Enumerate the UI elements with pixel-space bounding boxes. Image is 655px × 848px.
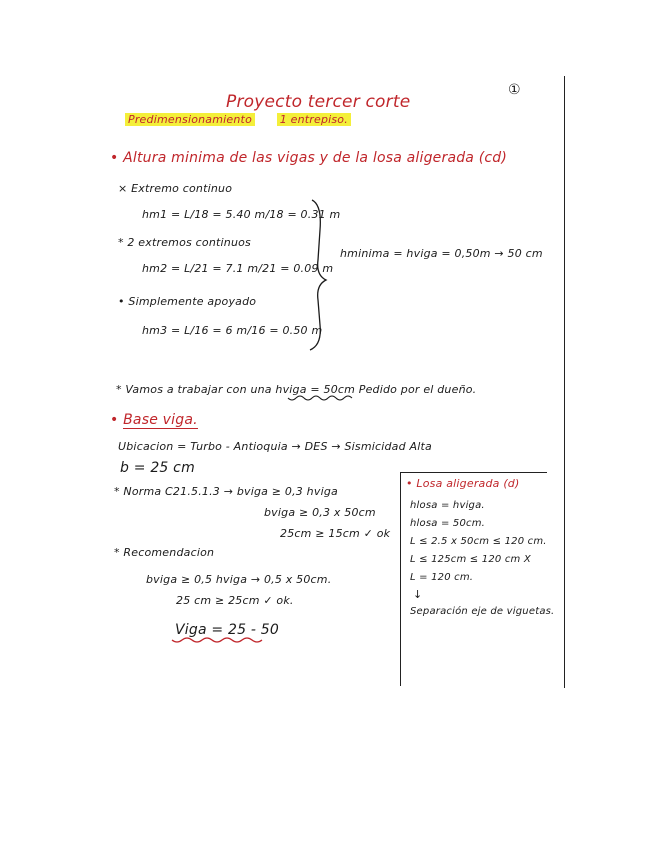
bullet-icon: • [406,477,413,490]
base-b-value: b = 25 cm [120,460,195,476]
case1-label-text: Extremo continuo [131,182,233,195]
case1-formula: hm1 = L/18 = 5.40 m/18 = 0.31 m [142,208,341,221]
asterisk-icon: * [116,383,122,396]
bullet-icon: • [110,412,119,428]
section2-line-text: Vamos a trabajar con una hviga = 50cm Pedido por el dueño. [125,383,477,396]
subtitle-highlight-b: 1 entrepiso. [277,113,351,126]
case2-label [118,236,251,249]
page-title: Proyecto tercer corte [226,92,411,112]
asterisk-icon: * [114,485,120,498]
box-left-border [400,472,401,686]
bullet-icon: • [110,150,119,166]
asterisk-icon: * [118,236,124,249]
asterisk-icon: × [118,182,128,195]
case1-label [118,182,232,195]
norma-line-1-text: Norma C21.5.1.3 → bviga ≥ 0,3 hviga [123,485,338,498]
wavy-underline-hviga [288,396,352,400]
wavy-underline-viga [172,638,262,642]
section1-heading-text: Altura minima de las vigas y de la losa aligerada (cd) [123,150,508,166]
case2-formula: hm2 = L/21 = 7.1 m/21 = 0.09 m [142,262,334,275]
box-line-1: hlosa = hviga. [410,500,485,511]
box-heading-text: Losa aligerada (d) [416,477,520,490]
box-top-border [400,472,547,473]
recom-line-1: bviga ≥ 0,5 hviga → 0,5 x 50cm. [146,573,332,586]
recom-line-2: 25 cm ≥ 25cm ✓ ok. [176,594,294,607]
norma-line-3: 25cm ≥ 15cm ✓ ok [280,527,391,540]
location-line: Ubicacion = Turbo - Antioquia → DES → Sismicidad Alta [118,440,432,453]
box-line-7: Separación eje de viguetas. [410,606,555,617]
section3-heading [110,412,198,428]
case2-label-text: 2 extremos continuos [127,236,251,249]
recomendacion-label-text: Recomendacion [123,546,215,559]
case3-label [118,295,256,308]
hminima-result: hminima = hviga = 0,50m → 50 cm [340,247,543,260]
case3-label-text: Simplemente apoyado [128,295,257,308]
box-line-4: L ≤ 125cm ≤ 120 cm X [410,554,531,565]
page-margin-line [564,76,565,688]
recomendacion-label [114,546,214,559]
box-line-3: L ≤ 2.5 x 50cm ≤ 120 cm. [410,536,547,547]
section2-line [116,383,476,396]
box-heading [406,477,519,490]
section1-heading [110,150,507,166]
bullet-icon: • [118,295,125,308]
asterisk-icon: * [114,546,120,559]
norma-line-1 [114,485,338,498]
norma-line-2: bviga ≥ 0,3 x 50cm [264,506,376,519]
box-line-5: L = 120 cm. [410,572,474,583]
subtitle-highlight: Predimensionamiento [125,113,255,126]
subtitle-label [125,113,351,126]
down-arrow-icon: ↓ [413,588,423,601]
page-number: ① [508,82,521,98]
viga-dimension: Viga = 25 - 50 [175,622,279,638]
case3-formula: hm3 = L/16 = 6 m/16 = 0.50 m [142,324,323,337]
box-line-2: hlosa = 50cm. [410,518,486,529]
section3-heading-text: Base viga. [123,412,198,428]
